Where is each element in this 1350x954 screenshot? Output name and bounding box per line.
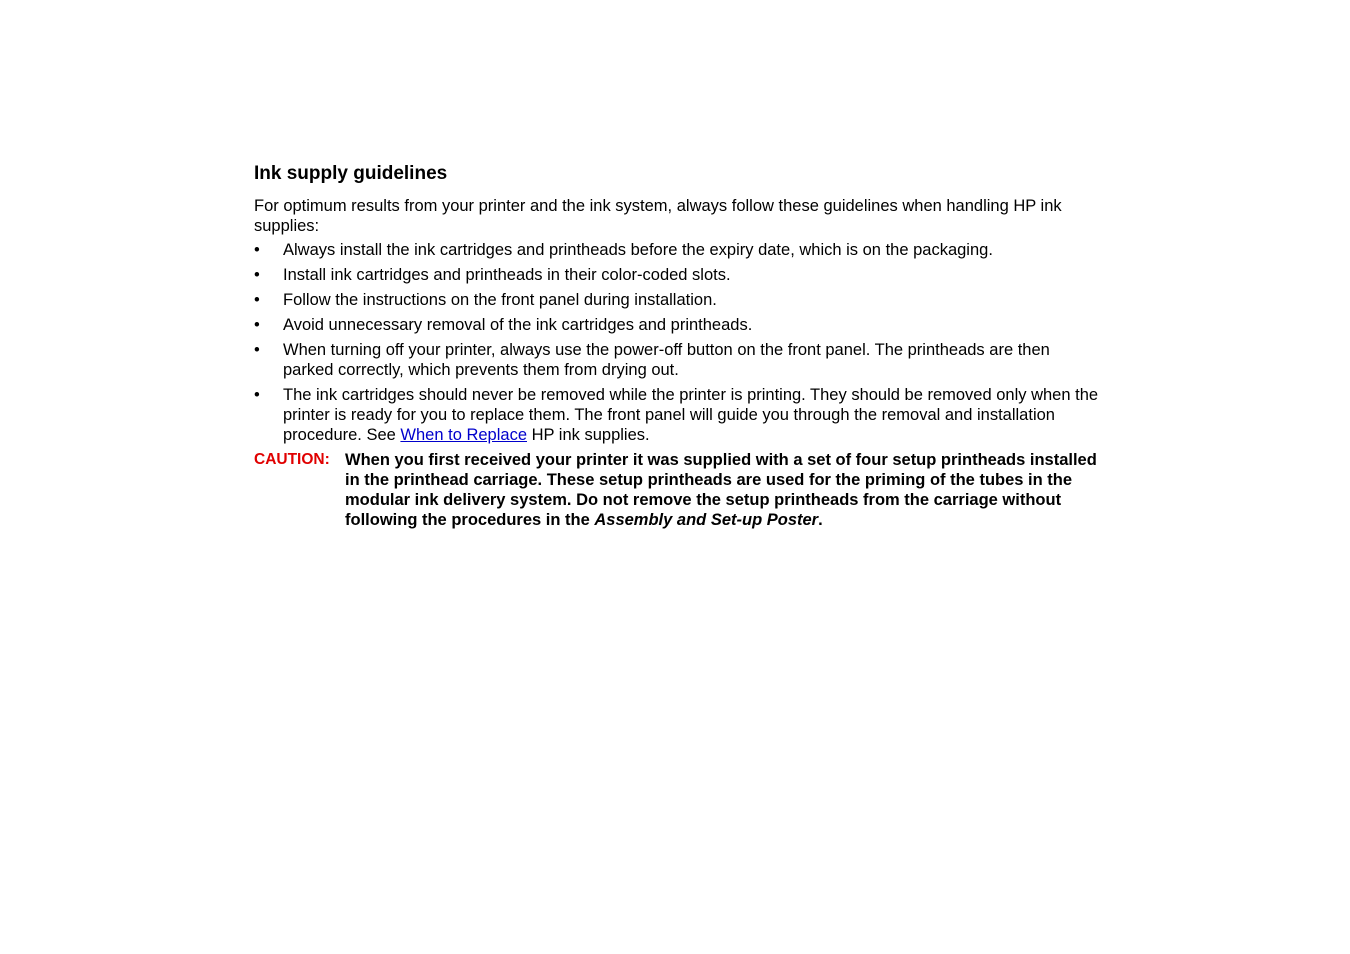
intro-paragraph: For optimum results from your printer and the ink system, always follow these guidelines when handling HP ink supplies:: [254, 197, 1062, 235]
bullet-icon: •: [254, 291, 260, 309]
document-page: [254, 162, 1099, 530]
caution-label: CAUTION:: [254, 451, 330, 468]
bullet-icon: •: [254, 266, 260, 284]
list-item-text: [283, 385, 1099, 445]
list-item-text: Always install the ink cartridges and printheads before the expiry date, which is on the packaging.: [283, 241, 993, 259]
bullet-icon: •: [254, 386, 260, 404]
list-item-text-after-link: HP ink supplies.: [527, 426, 650, 444]
list-item-text-before-link: The ink cartridges should never be removed while the printer is printing. They should be removed only when the printer is ready for you to replace them. The front panel will guide you through the removal and installation procedure. See: [283, 386, 1099, 444]
caution-text: [345, 450, 1099, 530]
bullet-icon: •: [254, 241, 260, 259]
list-item-text: Install ink cartridges and printheads in their color-coded slots.: [283, 266, 731, 284]
guidelines-list: [254, 240, 1099, 445]
caution-end: .: [818, 511, 823, 529]
list-item-text: Follow the instructions on the front panel during installation.: [283, 291, 717, 309]
list-item-text: Avoid unnecessary removal of the ink cartridges and printheads.: [283, 316, 753, 334]
list-item-text: When turning off your printer, always use the power-off button on the front panel. The printheads are then parked correctly, which prevents them from drying out.: [283, 341, 1050, 379]
list-item: [254, 315, 1099, 335]
caution-poster-title: Assembly and Set-up Poster: [594, 511, 819, 529]
list-item: [254, 265, 1099, 285]
section-heading: Ink supply guidelines: [254, 163, 448, 184]
list-item: [254, 385, 1099, 445]
bullet-icon: •: [254, 341, 260, 359]
when-to-replace-link[interactable]: When to Replace: [400, 426, 527, 444]
caution-body: When you first received your printer it was supplied with a set of four setup printheads installed in the printhead carriage. These setup printheads are used for the priming of the tubes in the modular ink delivery system. Do not remove the setup printheads from the carriage without following the procedures in the: [345, 451, 1097, 529]
bullet-icon: •: [254, 316, 260, 334]
caution-note: [254, 450, 1099, 530]
list-item: [254, 290, 1099, 310]
list-item: [254, 340, 1099, 380]
list-item: [254, 240, 1099, 260]
